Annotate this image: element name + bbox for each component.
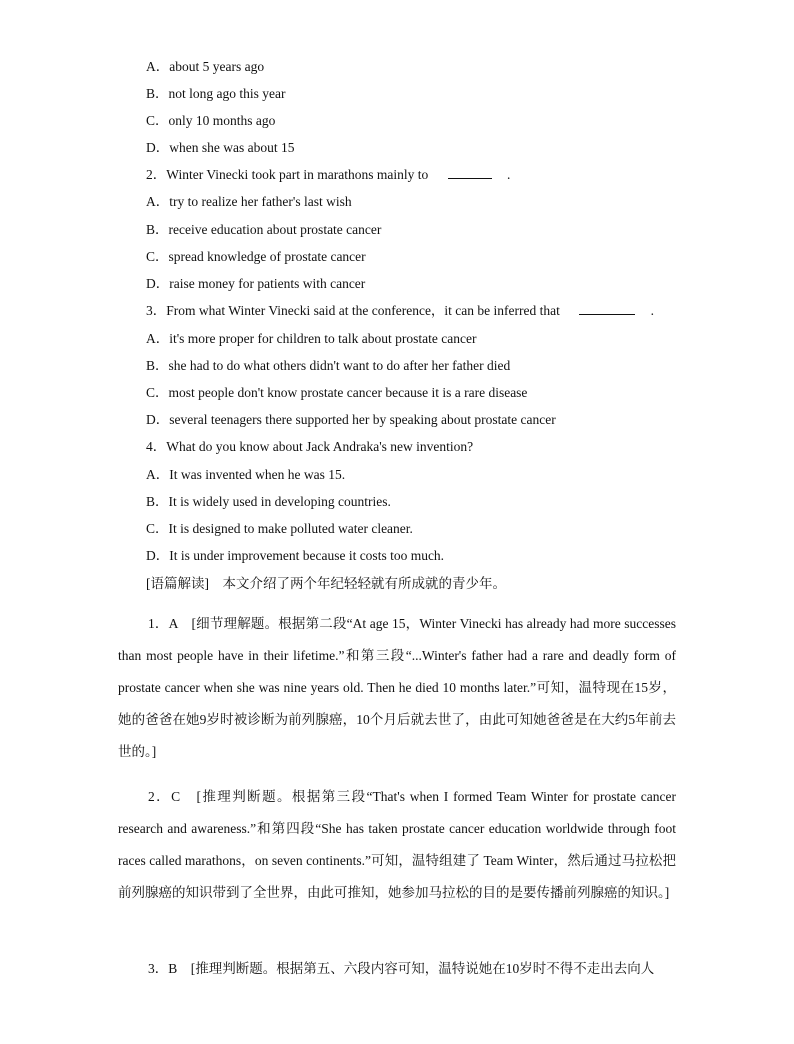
q2-stem-text: 2．Winter Vinecki took part in marathons mainly to bbox=[146, 167, 429, 182]
q3-option-c: C．most people don't know prostate cancer because it is a rare disease bbox=[146, 385, 528, 400]
q4-option-c: C．It is designed to make polluted water cleaner. bbox=[146, 521, 413, 536]
q3-stem-text: 3．From what Winter Vinecki said at the conference，it can be inferred that bbox=[146, 303, 560, 318]
q3-stem bbox=[146, 302, 654, 320]
answer-blank bbox=[448, 166, 492, 179]
q4-option-b: B．It is widely used in developing countries. bbox=[146, 494, 391, 509]
q1-option-b: B．not long ago this year bbox=[146, 86, 286, 101]
q2-stem-end: . bbox=[506, 167, 511, 182]
q2-option-a: A．try to realize her father's last wish bbox=[146, 194, 352, 209]
q3-option-b: B．she had to do what others didn't want to do after her father died bbox=[146, 358, 511, 373]
q2-option-d: D．raise money for patients with cancer bbox=[146, 276, 366, 291]
answer-3-text: 3．B [推理判断题。根据第五、六段内容可知，温特说她在10岁时不得不走出去向人 bbox=[148, 961, 655, 976]
q4-option-d: D．It is under improvement because it costs too much. bbox=[146, 548, 445, 563]
answer-1-text: 1．A [细节理解题。根据第二段“At age 15，Winter Vinecki has already had more successes than most people have in their lifetime.”和第三段“...Winter's father had a rare and deadly form of prostate cancer when she was nine years old. Then he died 10 months later.”可知，温特现在15岁，她的爸爸在她9岁时被诊断为前列腺癌，10个月后就去世了，由此可知她爸爸是在大约5年前去世的。] bbox=[118, 616, 676, 759]
answer-2-explanation bbox=[118, 781, 676, 909]
answer-blank bbox=[579, 302, 635, 315]
analysis-intro: [语篇解读] 本文介绍了两个年纪轻轻就有所成就的青少年。 bbox=[146, 576, 506, 591]
q2-option-c: C．spread knowledge of prostate cancer bbox=[146, 249, 366, 264]
q3-option-a: A．it's more proper for children to talk about prostate cancer bbox=[146, 331, 477, 346]
q1-option-c: C．only 10 months ago bbox=[146, 113, 276, 128]
q4-stem: 4．What do you know about Jack Andraka's new invention? bbox=[146, 439, 474, 454]
q4-option-a: A．It was invented when he was 15. bbox=[146, 467, 346, 482]
answer-2-text: 2．C [推理判断题。根据第三段“That's when I formed Team Winter for prostate cancer research and awareness.”和第四段“She has taken prostate cancer education worldwide through foot races called marathons，on seven continents.”可知，温特组建了 Team Winter，然后通过马拉松把前列腺癌的知识带到了全世界，由此可推知，她参加马拉松的目的是要传播前列腺癌的知识。] bbox=[118, 789, 676, 900]
q2-option-b: B．receive education about prostate cancer bbox=[146, 222, 382, 237]
q3-option-d: D．several teenagers there supported her by speaking about prostate cancer bbox=[146, 412, 556, 427]
q1-option-a: A．about 5 years ago bbox=[146, 59, 265, 74]
q3-stem-end: . bbox=[650, 303, 654, 318]
q1-option-d: D．when she was about 15 bbox=[146, 140, 295, 155]
answer-1-explanation bbox=[118, 608, 676, 768]
q2-stem bbox=[146, 166, 510, 184]
answer-3-explanation bbox=[118, 953, 676, 985]
